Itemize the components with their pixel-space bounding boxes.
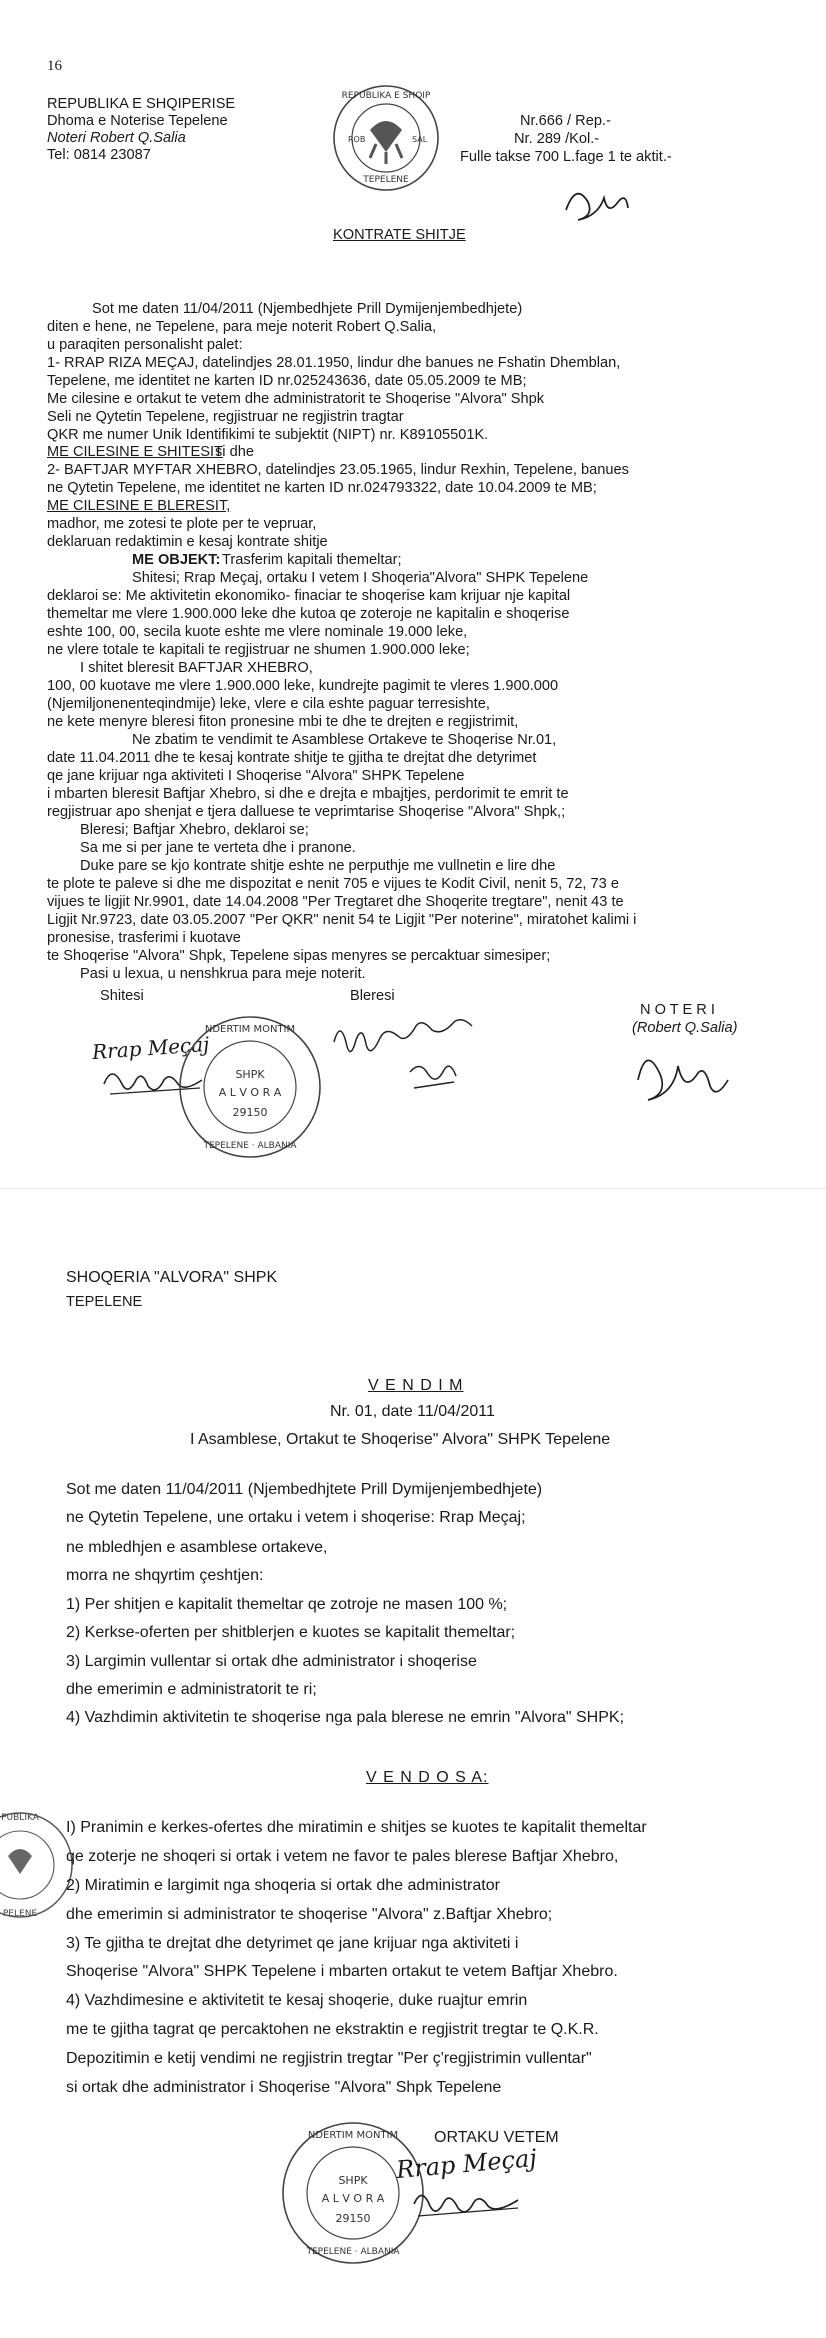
body-line: vijues te ligjit Nr.9901, date 14.04.2008 "Per Tregtaret dhe Shoqerite tregtare", nenit 43 te (47, 894, 624, 910)
body-line: madhor, me zotesi te plote per te vepruar, (47, 516, 317, 532)
body-line: Ne zbatim te vendimit te Asamblese Ortakeve te Shoqerise Nr.01, (132, 732, 557, 748)
intro-line: ne Qytetin Tepelene, une ortaku i vetem i shoqerise: Rrap Meçaj; (66, 1509, 526, 1526)
body-line: Tepelene, me identitet ne karten ID nr.025243636, date 05.05.2009 te MB; (47, 373, 527, 389)
svg-text:SAL: SAL (412, 135, 428, 144)
document-title: KONTRATE SHITJE (333, 227, 466, 243)
body-line: deklaruan redaktimin e kesaj kontrate shitje (47, 534, 328, 550)
decides-heading: V E N D O S A: (366, 1769, 489, 1786)
seller-label: Shitesi (100, 988, 144, 1004)
header-line: REPUBLIKA E SHQIPERISE (47, 96, 236, 112)
svg-text:ROB: ROB (348, 135, 366, 144)
notary-stamp (330, 82, 442, 194)
svg-text:TEPELENE: TEPELENE (363, 175, 409, 185)
decision-line: 4) Vazhdimesine e aktivitetit te kesaj shoqerie, duke ruajtur emrin (66, 1992, 528, 2009)
body-line: (Njemiljonenenteqindmije) leke, vlere e cila eshte paguar terresishte, (47, 696, 490, 712)
buyer-capacity: ME CILESINE E BLERESIT, (47, 498, 231, 514)
header-line: Dhoma e Noterise Tepelene (47, 113, 228, 129)
notary-stamp-left (0, 1790, 74, 1940)
intro-line: 4) Vazhdimin aktivitetin te shoqerise nga pala bleresе ne emrin "Alvora" SHPK; (66, 1709, 625, 1726)
svg-text:SHPK: SHPK (338, 2174, 368, 2187)
decision-line: dhe emerimin si administrator te shoqerise "Alvora" z.Baftjar Xhebro; (66, 1906, 553, 1923)
header-line: Noteri Robert Q.Salia (47, 130, 186, 146)
partner-signature: Rrap Meçaj (395, 2143, 538, 2185)
body-line: Sa me si per jane te verteta dhe i pranone. (80, 840, 356, 856)
body-line: 2- BAFTJAR MYFTAR XHEBRO, datelindjes 23.05.1965, lindur Rexhin, Tepelene, banues (47, 462, 629, 478)
intro-line: dhe emerimin e administratorit te ri; (66, 1681, 317, 1698)
svg-text:TEPELENE · ALBANIA: TEPELENE · ALBANIA (203, 1141, 297, 1151)
svg-text:PELENE: PELENE (2, 1909, 38, 1919)
partner-signature-scribble (410, 2184, 530, 2224)
body-line: 1- RRAP RIZA MEÇAJ, datelindjes 28.01.1950, lindur dhe banues ne Fshatin Dhemblan, (47, 355, 621, 371)
body-line: Seli ne Qytetin Tepelene, regjistruar ne regjistrin tragtar (47, 409, 404, 425)
company-name: SHOQERIA "ALVORA" SHPK (66, 1269, 278, 1286)
body-line: Sot me daten 11/04/2011 (Njembedhjete Prill Dymijenjembedhjete) (92, 301, 523, 317)
body-line: themeltar me vlere 1.900.000 leke dhe kutoa qe zoteroje ne kapitalin e shoqerise (47, 606, 570, 622)
intro-line: ne mbledhjen e asamblese ortakeve, (66, 1539, 328, 1556)
body-line: eshte 100, 00, secila kuote eshte me vlere nominale 19.000 leke, (47, 624, 468, 640)
svg-text:29150: 29150 (232, 1106, 268, 1119)
svg-text:A L V O R A: A L V O R A (321, 2192, 385, 2205)
decision-line: 2) Miratimin e largimit nga shoqeria si ortak dhe administrator (66, 1877, 500, 1894)
signoff-label: ORTAKU VETEM (434, 2129, 559, 2146)
body-line: diten e hene, ne Tepelene, para meje noterit Robert Q.Salia, (47, 319, 437, 335)
decision-title: V E N D I M (368, 1377, 464, 1394)
svg-text:REPUBLIKA E SHQIP: REPUBLIKA E SHQIP (341, 91, 431, 101)
registry-line: Nr.666 / Rep.- (520, 113, 611, 129)
body-line: Shitesi; Rrap Meçaj, ortaku I vetem I Shoqeria"Alvora" SHPK Tepelene (132, 570, 589, 586)
body-line: si dhe (215, 444, 254, 460)
decision-line: me te gjitha tagrat qe percaktohen ne ekstraktin e regjistrit tregtar te Q.K.R. (66, 2021, 599, 2038)
body-line: I shitet bleresit BAFTJAR XHEBRO, (80, 660, 313, 676)
body-line: regjistruar apo shenjat e tjera dalluese te veprimtarise Shoqerise "Alvora" Shpk,; (47, 804, 566, 820)
notary-signature-bottom (632, 1040, 742, 1110)
body-line: Bleresi; Baftjar Xhebro, deklaroi se; (80, 822, 309, 838)
seller-signature: Rrap Meçaj (91, 1031, 211, 1065)
notary-label: N O T E R I (640, 1002, 715, 1018)
page-number: 16 (47, 58, 62, 74)
seller-capacity: ME CILESINE E SHITESIT (47, 444, 223, 460)
svg-text:TEPELENE · ALBANIA: TEPELENE · ALBANIA (306, 2247, 400, 2257)
body-line: u paraqiten personalisht palet: (47, 337, 243, 353)
company-stamp-2 (278, 2118, 428, 2268)
body-line: te plote te paleve si dhe me dispozitat e nenit 705 e vijues te Kodit Civil, nenit 5, 72, 73 e (47, 876, 619, 892)
body-line: Ligjit Nr.9723, date 03.05.2007 "Per QKR" nenit 54 te Ligjit "Per noterine", miratohet kalimi i (47, 912, 637, 928)
svg-text:NDERTIM MONTIM: NDERTIM MONTIM (204, 1024, 296, 1035)
body-line: pronesise, trasferimi i kuotave (47, 930, 241, 946)
body-line: qe jane krijuar nga aktiviteti I Shoqerise "Alvora" SHPK Tepelene (47, 768, 465, 784)
body-line: date 11.04.2011 dhe te kesaj kontrate shitje te gjitha te drejtat dhe detyrimet (47, 750, 537, 766)
svg-text:A L V O R A: A L V O R A (218, 1086, 282, 1099)
buyer-signature (330, 1012, 520, 1102)
intro-line: morra ne shqyrtim çeshtjen: (66, 1567, 264, 1584)
company-stamp (175, 1012, 325, 1162)
intro-line: Sot me daten 11/04/2011 (Njembedhjtete Prill Dymijenjembedhjete) (66, 1481, 543, 1498)
body-line: ne vlere totale te kapitali te regjistruar ne shumen 1.900.000 leke; (47, 642, 470, 658)
notary-name: (Robert Q.Salia) (632, 1020, 738, 1036)
registry-line: Nr. 289 /Kol.- (514, 131, 600, 147)
body-line: Me cilesine e ortakut te vetem dhe administratorit te Shoqerise "Alvora" Shpk (47, 391, 545, 407)
decision-subtitle: I Asamblese, Ortakut te Shoqerise" Alvora" SHPK Tepelene (190, 1431, 611, 1448)
body-line: Duke pare se kjo kontrate shitje eshte ne perputhje me vullnetin e lire dhe (80, 858, 556, 874)
decision-line: si ortak dhe administrator i Shoqerise "Alvora" Shpk Tepelene (66, 2079, 502, 2096)
header-line: Tel: 0814 23087 (47, 147, 151, 163)
intro-line: 1) Per shitjen e kapitalit themeltar qe zotroje ne masen 100 %; (66, 1596, 508, 1613)
decision-line: I) Pranimin e kerkes-ofertes dhe miratimin e shitjes se kuotes te kapitalit themeltar (66, 1819, 647, 1836)
buyer-label: Bleresi (350, 988, 395, 1004)
decision-line: Shoqerise "Alvora" SHPK Tepelene i mbarten ortakut te vetem Baftjar Xhebro. (66, 1963, 618, 1980)
body-line: deklaroi se: Me aktivitetin ekonomiko- finaciar te shoqerise kam krijuar nje kapital (47, 588, 571, 604)
body-line: te Shoqerise "Alvora" Shpk, Tepelene sipas menyres se percaktuar simesiper; (47, 948, 551, 964)
body-line: ne kete menyre bleresi fiton pronesine mbi te dhe te drejten e regjistrimit, (47, 714, 519, 730)
page-divider (0, 1188, 826, 1189)
svg-text:NDERTIM MONTIM: NDERTIM MONTIM (307, 2130, 399, 2141)
decision-number: Nr. 01, date 11/04/2011 (330, 1403, 495, 1420)
body-line: ne Qytetin Tepelene, me identitet ne karten ID nr.024793322, date 10.04.2009 te MB; (47, 480, 597, 496)
notary-signature (560, 180, 640, 230)
body-line: 100, 00 kuotave me vlere 1.900.000 leke, kundrejte pagimit te vleres 1.900.000 (47, 678, 559, 694)
decision-line: 3) Te gjitha te drejtat dhe detyrimet qe jane krijuar nga aktiviteti i (66, 1935, 519, 1952)
body-line: Pasi u lexua, u nenshkrua para meje noterit. (80, 966, 366, 982)
object-label: ME OBJEKT: (132, 552, 221, 568)
decision-line: Depozitimin e ketij vendimi ne regjistrin tregtar "Per ç'regjistrimin vullentar" (66, 2050, 592, 2067)
intro-line: 2) Kerkse-oferten per shitblerjen e kuotes se kapitalit themeltar; (66, 1624, 516, 1641)
svg-text:PUBLIKA: PUBLIKA (1, 1813, 39, 1823)
body-line: QKR me numer Unik Identifikimi te subjektit (NIPT) nr. K89105501K. (47, 427, 489, 443)
svg-text:SHPK: SHPK (235, 1068, 265, 1081)
company-city: TEPELENE (66, 1294, 143, 1310)
svg-text:29150: 29150 (335, 2212, 371, 2225)
decision-line: qe zoterje ne shoqeri si ortak i vetem ne favor te pales bleresе Baftjar Xhebro, (66, 1848, 619, 1865)
intro-line: 3) Largimin vullentar si ortak dhe administrator i shoqerise (66, 1653, 477, 1670)
registry-line: Fulle takse 700 L.fage 1 te aktit.- (460, 149, 672, 165)
body-line: i mbarten bleresit Baftjar Xhebro, si dhe e drejta e mbajtjes, perdorimit te emrit te (47, 786, 569, 802)
body-line: Trasferim kapitali themeltar; (222, 552, 402, 568)
